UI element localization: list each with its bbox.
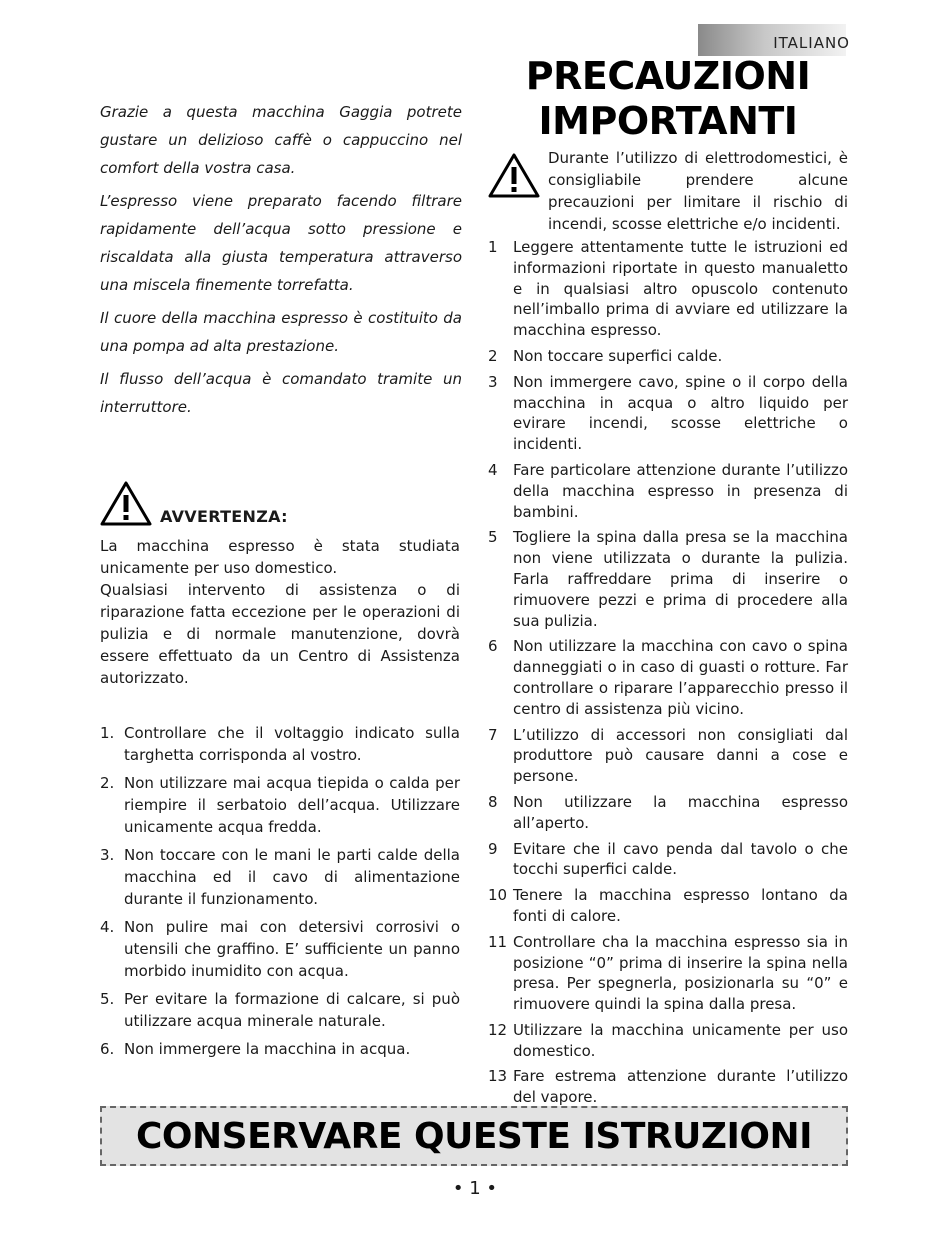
list-item [488,1066,848,1108]
list-item-number: 6. [100,1040,115,1058]
list-item-number: 10 [488,886,508,905]
list-item-number: 9 [488,839,498,858]
list-item [100,772,460,838]
page-title-line-2: IMPORTANTI [538,99,798,143]
intro-text [100,98,462,426]
list-item-text: Evitare che il cavo penda dal tavolo o che tocchi superfici calde. [513,839,848,879]
intro-paragraph: Il cuore della macchina espresso è costituito da una pompa ad alta prestazione. [100,309,462,355]
list-item-text: Fare particolare attenzione durante l’utilizzo della macchina espresso in presenza di bambini. [513,460,848,521]
list-item-number: 6 [488,637,498,656]
list-item-number: 3 [488,372,498,391]
language-label: ITALIANO [773,34,850,52]
list-item-text: Non pulire mai con detersivi corrosivi o utensili che graffino. E’ sufficiente un panno morbido inumidito con acqua. [124,918,460,980]
list-item-number: 2 [488,346,498,365]
list-item [488,725,848,787]
page-title-line-1: PRECAUZIONI [525,54,811,98]
list-item [100,916,460,982]
warning-triangle-icon [488,152,540,198]
list-item-number: 4 [488,460,498,479]
list-item-text: Non utilizzare la macchina con cavo o spina danneggiati o in caso di guasti o rotture. Far controllare o riparare l’apparecchio presso il centro di assistenza più vicino. [513,637,848,718]
warning-triangle-icon [100,480,152,526]
page-number: • 1 • [452,1178,498,1199]
page-title [488,54,848,144]
list-item [488,1020,848,1062]
intro-paragraph: L’espresso viene preparato facendo filtrare rapidamente dell’acqua sotto pressione e riscaldata alla giusta temperatura attraverso una miscela finemente torrefatta. [100,192,462,294]
precautions-intro: Durante l’utilizzo di elettrodomestici, è consigliabile prendere alcune precauzioni per limitare il rischio di incendi, scosse elettriche e/o incidenti. [548,149,848,233]
list-item-number: 8 [488,792,498,811]
list-item-number: 5. [100,990,115,1008]
list-item-text: Non toccare superfici calde. [513,346,723,365]
list-item [488,237,848,341]
list-item-number: 5 [488,528,498,547]
list-item [488,839,848,881]
list-item [488,460,848,522]
list-item-text: Togliere la spina dalla presa se la macchina non viene utilizzata o durante la pulizia. Farla raffreddare prima di inserire o rimuovere pezzi e prima di procedere alla sua pulizia. [513,528,848,630]
list-item-number: 7 [488,725,498,744]
list-item-text: Non immergere cavo, spine o il corpo della macchina in acqua o altro liquido per evirare incendi, scosse elettriche o incidenti. [513,372,848,454]
list-item [100,1038,460,1060]
list-item [488,636,848,719]
list-item [100,722,460,766]
list-item-number: 11 [488,932,508,951]
list-item-number: 1. [100,724,115,742]
list-item-text: Non immergere la macchina in acqua. [124,1040,411,1058]
list-item-text: Tenere la macchina espresso lontano da fonti di calore. [513,886,848,925]
list-item [100,988,460,1032]
list-item-text: Controllare che il voltaggio indicato sulla targhetta corrisponda al vostro. [124,724,460,764]
list-item-text: L’utilizzo di accessori non consigliati dal produttore può causare danni a cose e persone. [513,725,848,786]
list-item-text: Controllare cha la macchina espresso sia in posizione “0” prima di inserire la spina nella presa. Per spegnerla, posizionarla su “0” e rimuovere quindi la spina dalla presa. [513,932,848,1014]
warning-paragraph: Qualsiasi intervento di assistenza o di riparazione fatta eccezione per le operazioni di pulizia e di normale manutenzione, dovrà essere effettuato da un Centro di Assistenza autorizzato. [100,581,460,687]
list-item-text: Fare estrema attenzione durante l’utilizzo del vapore. [513,1067,848,1107]
list-item [488,792,848,834]
list-item-number: 3. [100,846,115,864]
warning-paragraph: La macchina espresso è stata studiata unicamente per uso domestico. [100,537,460,577]
list-item-text: Non toccare con le mani le parti calde della macchina ed il cavo di alimentazione durante il funzionamento. [124,846,460,908]
list-item [488,372,848,455]
intro-paragraph: Grazie a questa macchina Gaggia potrete gustare un delizioso caffè o cappuccino nel comfort della vostra casa. [100,103,462,177]
list-item-text: Non utilizzare mai acqua tiepida o calda per riempire il serbatoio dell’acqua. Utilizzare unicamente acqua fredda. [124,774,460,836]
list-item-text: Per evitare la formazione di calcare, si può utilizzare acqua minerale naturale. [124,990,460,1030]
list-item [100,844,460,910]
precautions-list [488,237,848,1113]
keep-instructions-banner [100,1106,848,1166]
list-item-text: Non utilizzare la macchina espresso all’aperto. [513,792,848,832]
list-item-number: 1 [488,238,498,256]
list-item-number: 4. [100,918,115,936]
rules-list [100,722,460,1066]
intro-paragraph: Il flusso dell’acqua è comandato tramite un interruttore. [100,370,462,416]
warning-text [100,535,460,689]
list-item [488,346,848,367]
list-item [488,527,848,631]
list-item-text: Leggere attentamente tutte le istruzioni ed informazioni riportate in questo manualetto e in qualsiasi altro opuscolo contenuto nell’imballo prima di avviare ed utilizzare la macchina espresso. [513,238,848,340]
list-item-number: 12 [488,1020,508,1039]
list-item-number: 13 [488,1067,508,1086]
banner-text: CONSERVARE QUESTE ISTRUZIONI [135,1116,812,1157]
list-item [488,932,848,1015]
warning-title: AVVERTENZA: [160,507,288,526]
list-item-text: Utilizzare la macchina unicamente per uso domestico. [513,1020,848,1060]
list-item-number: 2. [100,774,115,792]
list-item [488,885,848,927]
